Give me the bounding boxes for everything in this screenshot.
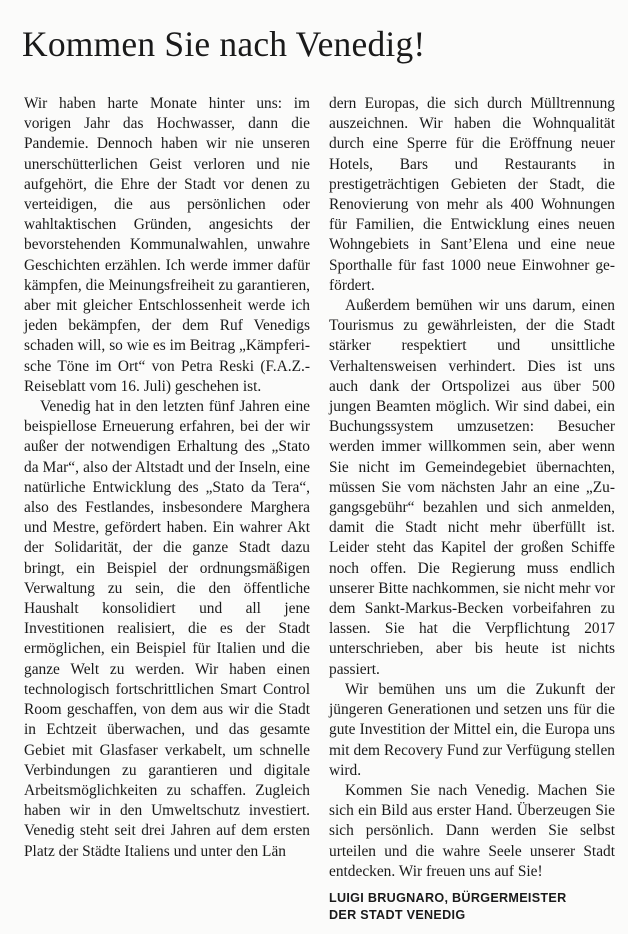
article-title: Kommen Sie nach Venedig! — [22, 24, 426, 64]
article-paragraph: Venedig hat in den letzten fünf Jahren eine beispiellose Erneuerung erfahren, bei der wir außer der notwendigen Erhaltung des „Stato da Mar“, also der Altstadt und der Inseln, eine natürliche Entwicklung des „Stato da Tera“, also des Festlandes, insbesondere Marghera und Mestre, gefördert haben. Ein wahrer Akt der Solidarität, der die ganze Stadt dazu bringt, ein Beispiel der ordnungsmäßigen Verwaltung zu sein, die den öffentliche Haushalt konsolidiert und all jene Investitionen realisiert, die es der Stadt ermöglichen, ein Beispiel für Italien und die ganze Welt zu werden. Wir haben einen technologisch fortschrittlichen Smart Control Room geschaffen, von dem aus wir die Stadt in Echtzeit überwachen, und das gesamte Gebiet mit Glasfaser verkabelt, um schnelle Verbindungen zu garantieren und digitale Arbeitsmöglichkeiten zu schaffen. Zugleich haben wir in den Umweltschutz investiert. Venedig steht seit drei Jahren auf dem ersten Platz der Städte Italiens und unter den Län — [24, 398, 310, 860]
article-paragraph: Wir haben harte Monate hinter uns: im vorigen Jahr das Hochwasser, dann die Pandemie. Dennoch haben wir nie unseren unerschütterlichen Geist verloren und nie aufgehört, die Ehre der Stadt vor denen zu verteidigen, die aus persönlichen oder wahltaktischen Gründen, angesichts der bevorstehenden Kommunalwahlen, unwahre Geschichten erzählen. Ich werde immer dafür kämpfen, die Meinungsfreiheit zu garantieren, aber mit gleicher Entschlossenheit werde ich jeden bekämpfen, der dem Ruf Venedigs schaden will, so wie es im Beitrag „Kämpferische Töne im Ort“ von Petra Reski (F.A.Z.-Reiseblatt vom 16. Juli) geschehen ist. — [24, 95, 310, 395]
author-signature — [329, 890, 615, 924]
article-column-right — [329, 94, 615, 924]
signature-title-line: DER STADT VENEDIG — [329, 907, 466, 922]
article-paragraph: Wir bemühen uns um die Zukunft der jüngeren Generationen und setzen uns für die gute Investition der Mittel ein, die Europa uns mit dem Recovery Fund zur Verfügung stellen wird. — [329, 680, 615, 779]
signature-name-line: LUIGI BRUGNARO, BÜRGERMEISTER — [329, 890, 567, 905]
article-paragraph: Kommen Sie nach Venedig. Machen Sie sich ein Bild aus erster Hand. Überzeugen Sie sich persönlich. Dann werden Sie selbst urteilen und die wahre Seele unserer Stadt entdecken. Wir freuen uns auf Sie! — [329, 781, 615, 880]
article-column-left — [24, 94, 310, 862]
article-paragraph: dern Europas, die sich durch Mülltrennung auszeichnen. Wir haben die Wohnqualität durch eine Sperre für die Eröffnung neuer Hotels, Bars und Restaurants in prestigeträchtigen Gebieten der Stadt, die Renovierung von mehr als 400 Wohnungen für Familien, die Entwicklung eines neuen Wohngebiets in Sant’Elena und eine neue Sporthalle für fast 1000 neue Einwohner gefördert. — [329, 95, 615, 294]
article-paragraph: Außerdem bemühen wir uns darum, einen Tourismus zu gewährleisten, der die Stadt stärker respektiert und unsittliche Verhaltensweisen verhindert. Dies ist uns auch dank der Ortspolizei aus über 500 jungen Beamten möglich. Wir sind dabei, ein Buchungssystem umzusetzen: Besucher werden immer willkommen sein, aber wenn Sie nicht im Gemeindegebiet übernachten, müssen Sie vom nächsten Jahr an eine „Zugangsgebühr“ bezahlen und sich anmelden, damit die Stadt nicht mehr überfüllt ist. Leider steht das Kapitel der großen Schiffe noch offen. Die Regierung muss endlich unserer Bitte nachkommen, sie nicht mehr vor dem Sankt-Markus-Becken vorbeifahren zu lassen. Sie hat die Verpflichtung 2017 unterschrieben, aber bis heute ist nichts passiert. — [329, 297, 615, 678]
